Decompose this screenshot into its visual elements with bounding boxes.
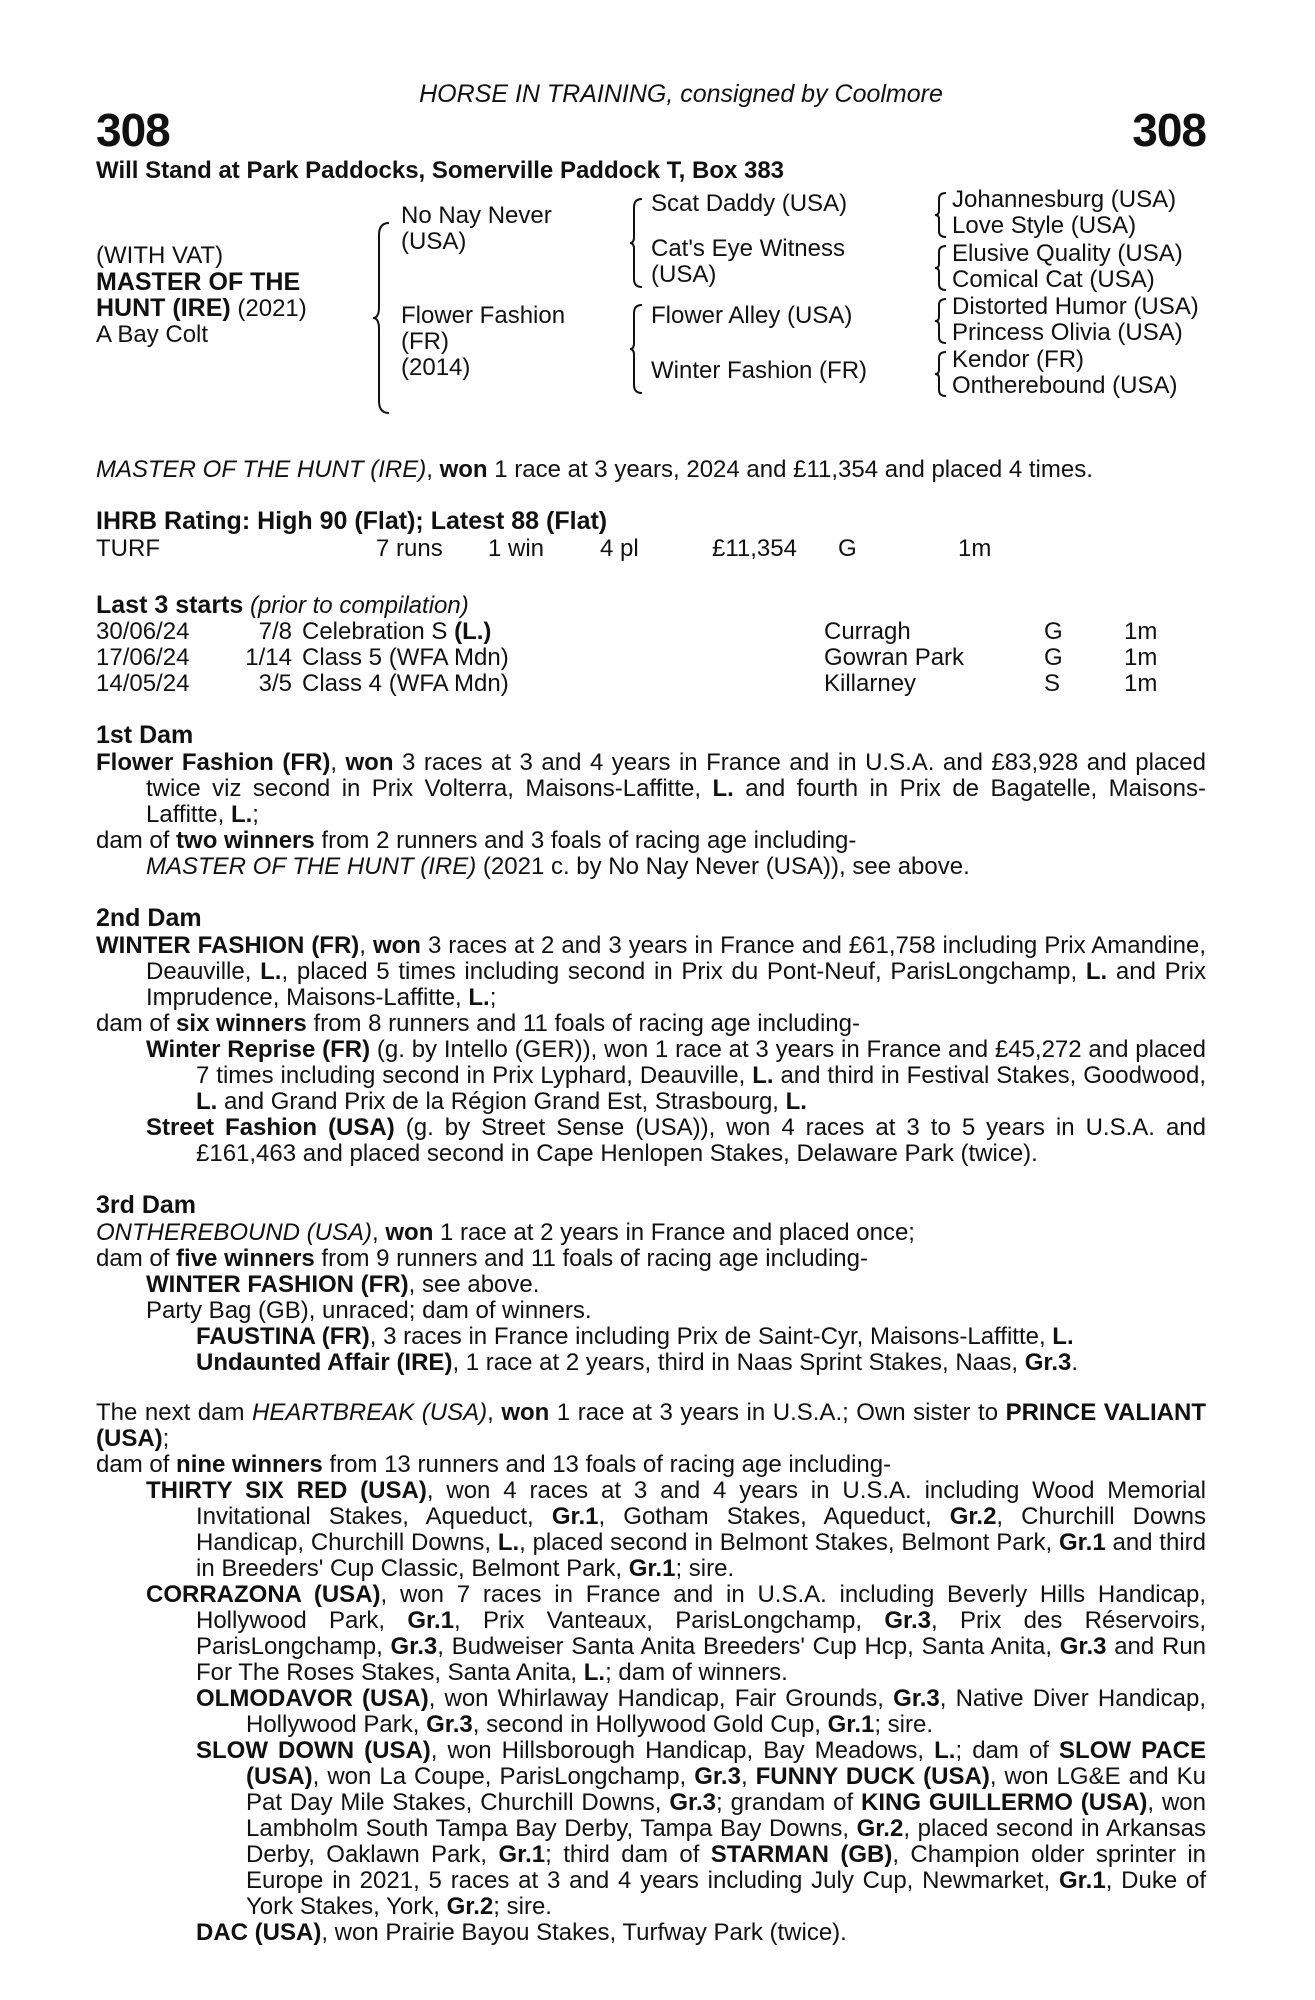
grade-badge: Gr.1 [827, 1711, 875, 1738]
race-name: Class 4 (WFA Mdn) [302, 670, 509, 697]
text-fragment: , Prix Vanteaux, ParisLongchamp, [454, 1607, 885, 1634]
third-dam-section [96, 1191, 1206, 1376]
grade-badge: Gr.3 [884, 1607, 932, 1634]
gg-block-2 [952, 241, 1183, 293]
summary-rest: 1 race at 3 years, 2024 and £11,354 and placed 4 times. [487, 456, 1093, 483]
last-starts-table [96, 619, 1184, 697]
grade-badge: Gr.3 [669, 1789, 717, 1816]
street-fashion-entry [96, 1115, 1206, 1167]
start-race [302, 671, 824, 697]
text-fragment: , Duke of York Stakes, York, [246, 1867, 1207, 1920]
second-dam-record: WINTER FASHION (FR), won 3 races at 2 and 3 years in France and £61,758 including Prix Amandine, Deauville, L., placed 5 times including second in Prix du Pont-Neuf, ParisLongchamp, L. and Prix Imprudence, Maisons-Laffitte, L.; [96, 932, 1207, 1011]
start-row [96, 671, 1184, 697]
turf-placed: 4 pl [600, 535, 639, 562]
dac-entry [96, 1920, 1206, 1946]
text-fragment: ; sire. [493, 1893, 552, 1920]
listed-badge: L. [785, 1088, 807, 1115]
start-race [302, 619, 824, 645]
listed-badge: L. [196, 1088, 218, 1115]
progeny-name: Undaunted Affair (IRE) [196, 1349, 453, 1376]
progeny-name: Winter Reprise (FR) [146, 1036, 371, 1063]
progeny-name: DAC (USA) [196, 1919, 322, 1946]
thirty-six-red-entry [96, 1478, 1206, 1582]
brace-dam-side [628, 303, 644, 395]
party-bag-entry: Party Bag (GB), unraced; dam of winners. [146, 1297, 592, 1324]
start-going: G [1044, 644, 1063, 671]
horse-name-line2: HUNT (IRE) [96, 294, 231, 322]
progeny-name: THIRTY SIX RED (USA) [146, 1477, 427, 1504]
start-position: 3/5 [258, 670, 292, 697]
grade-badge: Gr.3 [390, 1633, 438, 1660]
text-fragment: dam of [96, 1010, 177, 1037]
first-dam-heading: 1st Dam [96, 721, 194, 749]
text-fragment: , see above. [408, 1271, 540, 1298]
winners-count: nine winners [176, 1451, 323, 1478]
next-dam-record: The next dam HEARTBREAK (USA), won 1 race at 3 years in U.S.A.; Own sister to PRINCE VALIANT (USA); [96, 1399, 1206, 1452]
dam-line3: (2014) [401, 354, 471, 381]
pedigree-table [96, 186, 1206, 421]
listed-badge: L. [230, 801, 253, 828]
stand-location: Will Stand at Park Paddocks, Somerville Paddock T, Box 383 [96, 157, 785, 184]
dam-line1: Flower Fashion [401, 302, 566, 329]
text-fragment: (2021 c. by No Nay Never (USA)), see above. [476, 853, 970, 880]
text-fragment: , won LG&E and Ku Pat Day Mile Stakes, Churchill Downs, [246, 1763, 1206, 1816]
race-grade: (L.) [454, 618, 492, 645]
text-fragment: and Run For The Roses Stakes, Santa Anita, [196, 1633, 1207, 1686]
text-fragment: , [740, 1763, 756, 1790]
rating-section [96, 507, 1206, 562]
gg-sire-sire-sire: Johannesburg (USA) [952, 186, 1177, 213]
sire-line1: No Nay Never [401, 202, 552, 229]
text-fragment: dam of [96, 827, 177, 854]
faustina-entry [96, 1324, 1206, 1350]
horse-year: (2021) [237, 295, 307, 322]
listed-badge: L. [1052, 1323, 1074, 1350]
gg-sire-dam-sire: Elusive Quality (USA) [952, 240, 1183, 267]
winners-count: six winners [176, 1010, 307, 1037]
sire-line2: (USA) [401, 228, 467, 255]
turf-going: G [838, 535, 857, 562]
progeny-name: OLMODAVOR (USA) [196, 1685, 429, 1712]
text-fragment: , Native Diver Handicap, Hollywood Park, [246, 1685, 1206, 1738]
winners-count: two winners [176, 827, 315, 854]
start-position: 7/8 [258, 618, 292, 645]
grade-badge: Gr.3 [893, 1685, 940, 1712]
text-fragment: The next dam [96, 1399, 252, 1426]
start-position: 1/14 [245, 644, 292, 671]
text-fragment: and Grand Prix de la Région Grand Est, Strasbourg, [217, 1088, 786, 1115]
text-fragment: , 3 races in France including Prix de Saint-Cyr, Maisons-Laffitte, [369, 1323, 1053, 1350]
vat-note: (WITH VAT) [96, 242, 224, 269]
turf-runs: 7 runs [376, 535, 443, 562]
text-fragment: ; third dam of [545, 1841, 711, 1868]
text-fragment: and fourth in Prix de Bagatelle, Maisons-Laffitte, [146, 775, 1206, 828]
text-fragment: ; [489, 984, 497, 1011]
foal-name: MASTER OF THE HUNT (IRE) [146, 853, 477, 880]
summary-won: won [439, 456, 488, 483]
text-fragment: and Prix Imprudence, Maisons-Laffitte, [146, 958, 1206, 1011]
progeny-name: CORRAZONA (USA) [146, 1581, 381, 1608]
sire-dam-line2: (USA) [651, 261, 717, 288]
next-dam-produce [96, 1452, 1206, 1478]
text-fragment: , won Hillsborough Handicap, Bay Meadows, [430, 1737, 935, 1764]
progeny-name: FAUSTINA (FR) [196, 1323, 370, 1350]
dam-sire: Flower Alley (USA) [651, 302, 853, 329]
listed-badge: L. [583, 1659, 606, 1686]
first-dam-name: Flower Fashion (FR) [96, 749, 331, 776]
text-fragment: (g. by Street Sense (USA)), won 4 races at 3 to 5 years in U.S.A. and £161,463 and placed second in Cape Henlopen Stakes, Delaware Park (twice). [196, 1114, 1206, 1167]
first-dam-record: Flower Fashion (FR), won 3 races at 3 and 4 years in France and in U.S.A. and £83,928 and placed twice viz second in Prix Volterra, Maisons-Laffitte, L. and fourth in Prix de Bagatelle, Maisons-Laffitte, L.; [96, 749, 1206, 828]
lot-number-row [96, 103, 1206, 157]
sire-dam-line1: Cat's Eye Witness [651, 235, 845, 262]
grade-badge: Gr.2 [856, 1815, 904, 1842]
brace-g4 [934, 350, 948, 398]
start-date: 30/06/24 [96, 618, 190, 645]
won-word: won [385, 1219, 434, 1246]
start-row [96, 619, 1184, 645]
grade-badge: Gr.1 [407, 1607, 455, 1634]
brace-sire-dam [371, 221, 393, 416]
grade-badge: Gr.1 [551, 1503, 599, 1530]
grade-badge: Gr.1 [498, 1841, 546, 1868]
text-fragment: . [1071, 1349, 1079, 1376]
text-fragment: and third in Festival Stakes, Goodwood, [773, 1062, 1207, 1089]
text-fragment: , Prix des Réservoirs, ParisLongchamp, [196, 1607, 1206, 1660]
horse-name-line1: MASTER OF THE [96, 268, 301, 296]
text-fragment: , won Whirlaway Handicap, Fair Grounds, [428, 1685, 894, 1712]
brace-sire-side [628, 197, 644, 289]
text-fragment: , Churchill Downs Handicap, Churchill Downs, [196, 1503, 1206, 1556]
listed-badge: L. [934, 1737, 956, 1764]
winter-fashion-ref [96, 1272, 1206, 1298]
text-fragment: , won 7 races in France and in U.S.A. including Beverly Hills Handicap, Hollywood Park, [196, 1581, 1206, 1634]
grade-badge: Gr.2 [446, 1893, 494, 1920]
grade-badge: Gr.3 [694, 1763, 741, 1790]
progeny-name: STARMAN (GB) [710, 1841, 893, 1868]
turf-label: TURF [96, 535, 160, 562]
gg-dam-sire-sire: Distorted Humor (USA) [952, 293, 1199, 320]
winners-count: five winners [176, 1245, 315, 1272]
text-fragment: 1 race at 2 years in France and placed once; [433, 1219, 915, 1246]
third-dam-record: ONTHEREBOUND (USA), won 1 race at 2 years in France and placed once; [96, 1219, 915, 1246]
text-fragment: , 1 race at 2 years, third in Naas Sprint Stakes, Naas, [452, 1349, 1025, 1376]
summary-horse-name: MASTER OF THE HUNT (IRE) [96, 456, 427, 483]
next-dam-section [96, 1400, 1206, 1946]
listed-badge: L. [752, 1062, 774, 1089]
second-dam-produce [96, 1011, 1206, 1037]
start-race [302, 645, 824, 671]
grade-badge: Gr.3 [1059, 1633, 1107, 1660]
turf-prize: £11,354 [712, 535, 797, 562]
text-fragment: 1 race at 3 years in U.S.A.; Own sister to [549, 1399, 1006, 1426]
listed-badge: L. [260, 958, 282, 985]
first-dam-foal [96, 854, 1206, 880]
gg-sire-sire-dam: Love Style (USA) [952, 212, 1137, 239]
start-course: Curragh [824, 618, 911, 645]
won-word: won [345, 749, 394, 776]
third-dam-produce [96, 1246, 1206, 1272]
listed-badge: L. [497, 1529, 520, 1556]
start-going: G [1044, 618, 1063, 645]
second-dam-heading: 2nd Dam [96, 904, 202, 932]
dam-dam: Winter Fashion (FR) [651, 357, 868, 384]
text-fragment: ; dam of winners. [605, 1659, 788, 1686]
won-word: won [501, 1399, 550, 1426]
progeny-name: FUNNY DUCK (USA) [755, 1763, 990, 1790]
third-dam-heading: 3rd Dam [96, 1191, 197, 1219]
last-starts-heading [96, 592, 1206, 619]
text-fragment: , Gotham Stakes, Aqueduct, [598, 1503, 950, 1530]
lot-number-right: 308 [1132, 104, 1206, 156]
text-fragment: dam of [96, 1451, 177, 1478]
text-fragment: , placed second in Belmont Stakes, Belmont Park, [519, 1529, 1059, 1556]
winter-reprise-entry [96, 1037, 1206, 1115]
text-fragment: , won 4 races at 3 and 4 years in U.S.A. including Wood Memorial Invitational Stakes, Aqueduct, [196, 1477, 1206, 1530]
text-fragment: ; sire. [874, 1711, 934, 1738]
horse-name-line2-wrap [96, 295, 307, 322]
gg-dam-dam-sire: Kendor (FR) [952, 346, 1085, 373]
start-going: S [1044, 670, 1061, 697]
text-fragment: from 13 runners and 13 foals of racing age including- [322, 1451, 892, 1478]
progeny-name: SLOW PACE (USA) [246, 1737, 1207, 1790]
last-starts-section [96, 592, 1206, 697]
start-distance: 1m [1124, 644, 1158, 671]
turf-distance: 1m [958, 535, 992, 562]
brace-g3 [934, 297, 948, 345]
gg-block-1 [952, 187, 1176, 239]
text-fragment: , won Lambholm South Tampa Bay Derby, Tampa Bay Downs, [246, 1789, 1206, 1842]
listed-badge: L. [712, 775, 734, 802]
horse-block [96, 243, 307, 348]
start-date: 14/05/24 [96, 670, 190, 697]
text-fragment: , won La Coupe, ParisLongchamp, [312, 1763, 695, 1790]
listed-badge: L. [468, 984, 490, 1011]
text-fragment: , second in Hollywood Gold Cup, [472, 1711, 828, 1738]
last-starts-note: (prior to compilation) [249, 592, 469, 619]
second-dam-name: WINTER FASHION (FR) [96, 932, 360, 959]
text-fragment: (g. by Intello (GER)), won 1 race at 3 years in France and £45,272 and placed 7 times including second in Prix Lyphard, Deauville, [196, 1036, 1206, 1089]
text-fragment: 3 races at 3 and 4 years in France and in U.S.A. and £83,928 and placed twice viz second in Prix Volterra, Maisons-Laffitte, [146, 749, 1206, 802]
gg-dam-sire-dam: Princess Olivia (USA) [952, 319, 1183, 346]
start-date: 17/06/24 [96, 644, 190, 671]
text-fragment: ; grandam of [716, 1789, 862, 1816]
corrazona-entry [96, 1582, 1206, 1686]
text-fragment: dam of [96, 1245, 177, 1272]
horse-description: A Bay Colt [96, 321, 209, 348]
text-fragment: , won Prairie Bayou Stakes, Turfway Park (twice). [321, 1919, 847, 1946]
text-fragment: ; sire. [675, 1555, 735, 1582]
grade-badge: Gr.1 [1058, 1867, 1106, 1894]
grade-badge: Gr.3 [1024, 1349, 1072, 1376]
start-distance: 1m [1124, 618, 1158, 645]
race-name: Class 5 (WFA Mdn) [302, 644, 509, 671]
text-fragment: and third in Breeders' Cup Classic, Belmont Park, [196, 1529, 1206, 1582]
next-dam-name: HEARTBREAK (USA) [251, 1399, 488, 1426]
progeny-name: SLOW DOWN (USA) [196, 1737, 431, 1764]
progeny-name: WINTER FASHION (FR) [146, 1271, 409, 1298]
gg-sire-dam-dam: Comical Cat (USA) [952, 266, 1155, 293]
first-dam-produce [96, 828, 1206, 854]
won-word: won [372, 932, 421, 959]
text-fragment: from 8 runners and 11 foals of racing age including- [306, 1010, 860, 1037]
text-fragment: from 2 runners and 3 foals of racing age including- [314, 827, 857, 854]
third-dam-name: ONTHEREBOUND (USA) [96, 1219, 373, 1246]
start-course: Gowran Park [824, 644, 965, 671]
race-summary: MASTER OF THE HUNT (IRE), won 1 race at 3 years, 2024 and £11,354 and placed 4 times. [96, 456, 1093, 483]
start-distance: 1m [1124, 670, 1158, 697]
sire-sire: Scat Daddy (USA) [651, 190, 848, 217]
progeny-name: Street Fashion (USA) [146, 1114, 395, 1141]
turf-wins: 1 win [488, 535, 545, 562]
race-name: Celebration S [302, 618, 448, 645]
rating-turf-row [96, 536, 1206, 562]
catalogue-page [96, 80, 1206, 1946]
dam-line2: (FR) [401, 328, 449, 355]
text-fragment: ; [162, 1425, 170, 1452]
text-fragment: ; dam of [955, 1737, 1060, 1764]
listed-badge: L. [1085, 958, 1108, 985]
text-fragment: 3 races at 2 and 3 years in France and £61,758 including Prix Amandine, Deauville, [146, 932, 1207, 985]
grade-badge: Gr.1 [628, 1555, 676, 1582]
olmodavor-entry [96, 1686, 1206, 1738]
grade-badge: Gr.2 [949, 1503, 997, 1530]
sire-block [401, 203, 552, 255]
gg-dam-dam-dam: Ontherebound (USA) [952, 372, 1178, 399]
sire-dam-block [651, 236, 845, 288]
brace-g1 [934, 191, 948, 239]
text-fragment: , Champion older sprinter in Europe in 2021, 5 races at 3 and 4 years including July Cup, Newmarket, [246, 1841, 1206, 1894]
grade-badge: Gr.3 [426, 1711, 473, 1738]
start-row [96, 645, 1184, 671]
first-dam-section [96, 721, 1206, 880]
second-dam-section [96, 904, 1206, 1167]
text-fragment: , placed 5 times including second in Prix du Pont-Neuf, ParisLongchamp, [281, 958, 1086, 985]
undaunted-affair-entry [96, 1350, 1206, 1376]
start-course: Killarney [824, 670, 917, 697]
gg-block-4 [952, 347, 1177, 399]
brace-g2 [934, 244, 948, 292]
lot-number-left: 308 [96, 104, 170, 156]
consignor-line: HORSE IN TRAINING, consigned by Coolmore [419, 80, 943, 108]
text-fragment: , placed second in Arkansas Derby, Oaklawn Park, [246, 1815, 1207, 1868]
text-fragment: ; [252, 801, 259, 828]
slow-down-entry [96, 1738, 1206, 1920]
last-starts-title: Last 3 starts [96, 591, 244, 619]
grade-badge: Gr.1 [1059, 1529, 1106, 1556]
rating-title: IHRB Rating: High 90 (Flat); Latest 88 (Flat) [96, 507, 608, 535]
progeny-name: KING GUILLERMO (USA) [861, 1789, 1148, 1816]
text-fragment: , Budweiser Santa Anita Breeders' Cup Hcp, Santa Anita, [437, 1633, 1060, 1660]
gg-block-3 [952, 294, 1199, 346]
dam-block [401, 303, 565, 381]
text-fragment: from 9 runners and 11 foals of racing age including- [314, 1245, 868, 1272]
sibling-name: PRINCE VALIANT (USA) [96, 1399, 1206, 1452]
